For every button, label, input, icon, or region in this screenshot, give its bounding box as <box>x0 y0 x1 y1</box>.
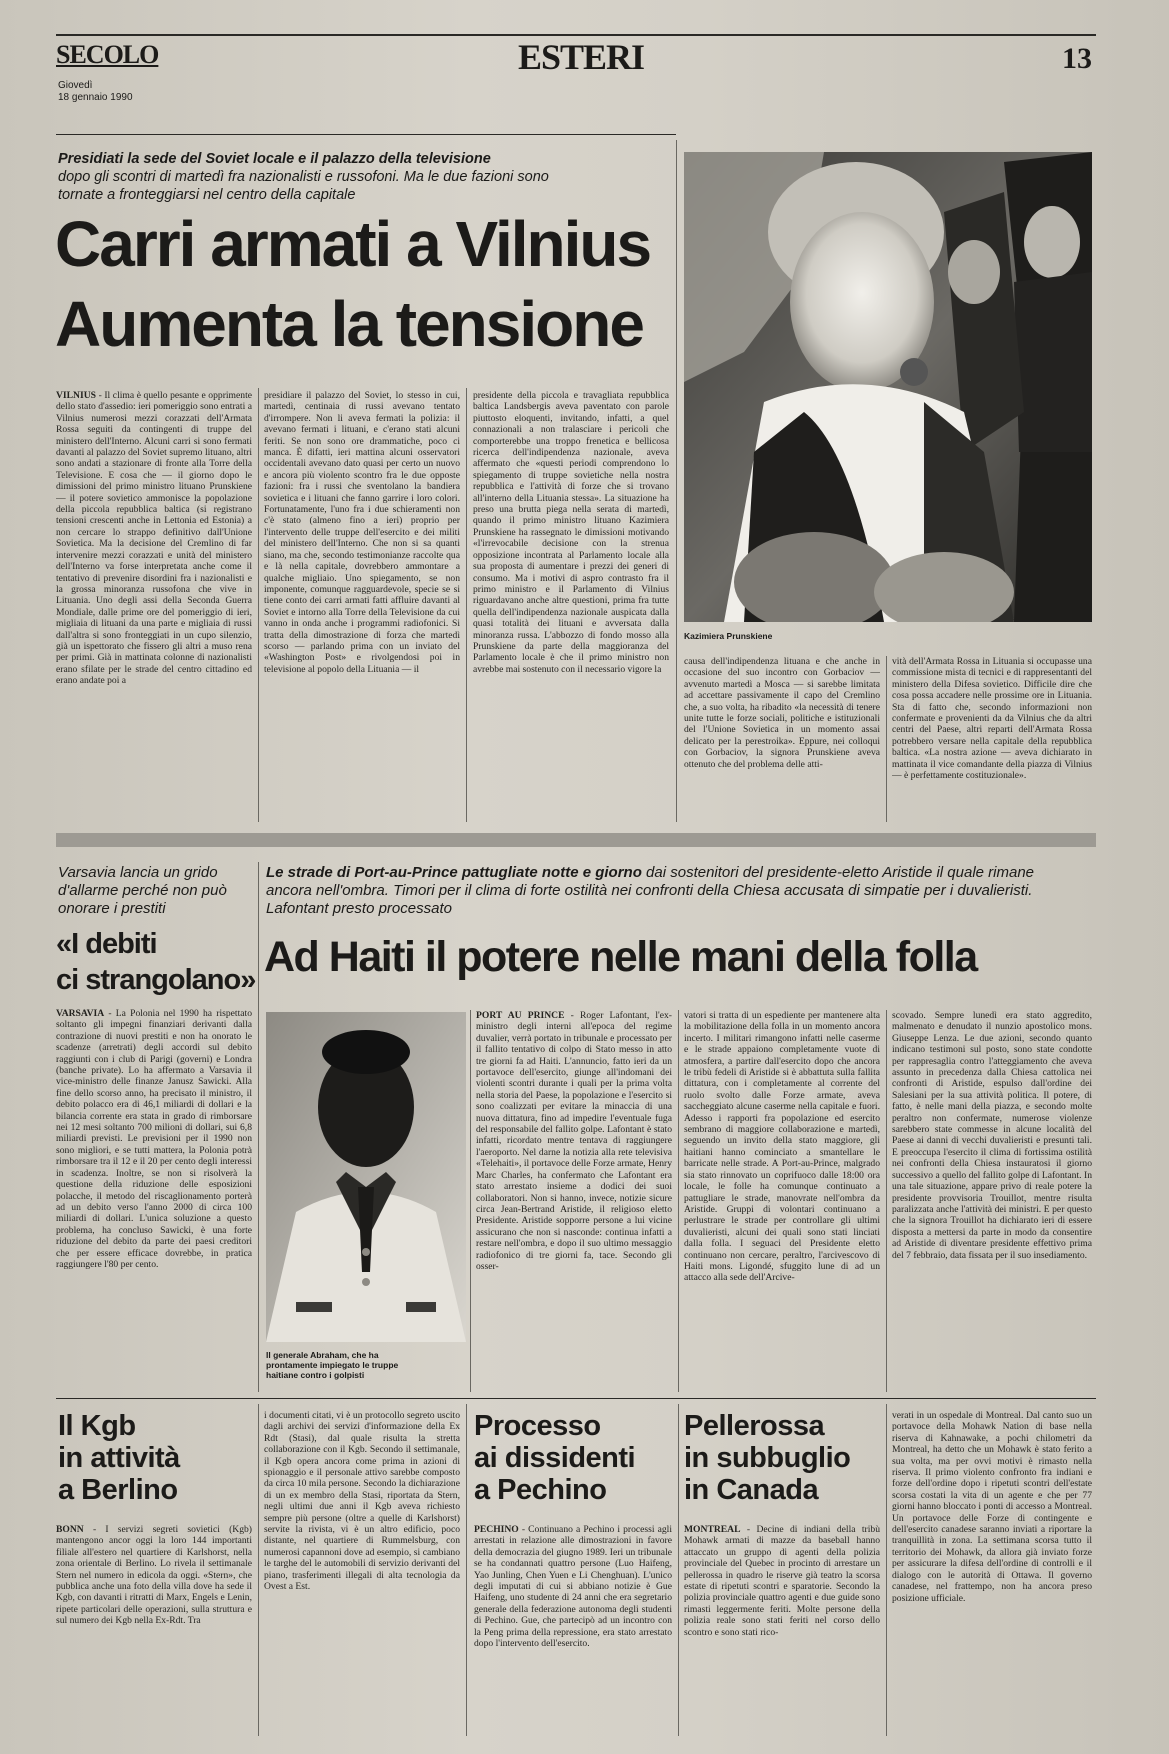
masthead-date-text: 18 gennaio 1990 <box>58 92 133 103</box>
vilnius-column-4: causa dell'indipendenza lituana e che anche in occasione del suo incontro con Gorbaciov — avvenuto martedì a Mosca — si sarebbe limitata ad accettare passivamente il capo del Cremlino che, a suo volta, ha ribadito «la necessità di tenere unite tutte le forze sociali, politiche e istituzionali del l'Unione Sovietica in un momento assai delicato per la perestroika». Eppure, nei colloqui con Gorbaciov, la signora Prunskiene aveva ottenuto che del problema delle atti- <box>684 656 880 770</box>
column-rule <box>258 388 259 822</box>
vilnius-dateline: VILNIUS <box>56 390 96 401</box>
vilnius-column-3: presidente della piccola e travagliata repubblica baltica Landsbergis aveva paventato con parole piuttosto eloquenti, invitando, infatti, a quel connazionali a non tralasciare i pericoli che comporterebbe una troppo frenetica e bellicosa ricerca dell'indipendenza nazionale, aveva affermato che «questi periodi comprendono lo spiegamento di truppe sovietiche nella nostra repubblica e l'attività di forze che si trovano all'interno della Lituania stessa». La situazione ha preso una brutta piega nella serata di martedì, quando il primo ministro lituano Kazimiera Prunskiene ha rassegnato le dimissioni motivando «l'irrevocabile decisione con la strenua opposizione incontrata al Parlamento locale alla sua proposta di aumentare i prezzi dei generi di consumo. Ma i motivi di aspro contrasto fra il primo ministro e il Parlamento di Vilnius riguardavano anche altre questioni, prima fra tutte quella dell'indipendenza nazionale auspicata dalla quasi totalità dei lituani e avversata dalla minoranza russa. L'abbozzo di fondo mosso alla Prunskiene da parte della maggioranza del Parlamento locale è che il primo ministro non avrebbe mai sostenuto con il necessario vigore la <box>473 390 669 675</box>
vilnius-headline-line1: Carri armati a Vilnius <box>55 208 651 280</box>
canada-text-1: - Decine di indiani della tribù Mohawk armati di mazze da baseball hanno attaccato un gruppo di agenti della polizia provinciale del Quebec in procinto di arrestare un pellerossa in quadro le riserve già teatro la scorsa estate di ripetuti scontri e sparatorie. Secondo la polizia provinciale quattro agenti e due guide sono rimasti leggermente feriti. Molte persone della polizia reale sono stati feriti nel corso dello scontro e sono stati rico- <box>684 1524 880 1638</box>
pechino-text: - Continuano a Pechino i processi agli arrestati in relazione alle dimostrazioni in favore della democrazia del giugno 1989. Ieri un tribunale se ha condannati quattro persone (Luo Haifeng, Yao Junling, Chen Yuen e Li Chenghuan). L'unico degli imputati di cui si abbiano notizie è Gue Haifeng, uno studente di 24 anni che era segretario generale della federazione autonoma degli studenti di Pechino. Gue, che partecipò ad un incontro con la Peng prima della repressione, era stato arrestato dopo l'intervento dell'esercito. <box>474 1524 672 1650</box>
vilnius-kicker-bold: Presidiati la sede del Soviet locale e il palazzo della televisione <box>58 151 491 167</box>
haiti-headline: Ad Haiti il potere nelle mani della folla <box>264 933 977 981</box>
pechino-headline <box>474 1410 674 1506</box>
prunskiene-photo-caption: Kazimiera Prunskiene <box>684 631 773 641</box>
pechino-dateline: PECHINO <box>474 1524 519 1535</box>
abraham-photo <box>266 1012 466 1342</box>
varsavia-headline-line1: «I debiti <box>56 928 157 960</box>
canada-headline <box>684 1410 884 1506</box>
column-rule <box>678 1404 679 1736</box>
column-rule <box>470 1010 471 1392</box>
masthead-date <box>58 80 133 104</box>
prunskiene-photo-image <box>684 152 1092 622</box>
column-rule <box>886 656 887 822</box>
haiti-column-2: vatori si tratta di un espediente per mantenere alta la mobilitazione della folla in un momento ancora incerto. I militari rimangono infatti nelle caserme e le strade appaiono completamente vuote di atmosfera, a partire dall'esercito dopo che ancora le tribù fedeli di Aristide si è abbattuta sulla fallita dittatura, con i completamente al corrente del ruolo svolto dalle Forze armate, aveva saccheggiato alcune caserme nella capitale e fuori. Adesso i rapporti fra popolazione ed esercito sembrano di maggiore collaborazione e martedì, seguendo un invito della stato maggiore, gli haitiani hanno cominciato a smantellare le barricate nelle strade. A Port-au-Prince, malgrado sia stato rinnovato un coprifuoco dalle 18:00 ora locale, le folle ha comunque continuato a pattugliare le strade, manovrate nell'ombra da Aristide. Gruppi di volontari continuano a perlustrare le strade per controllare gli ultimi duvalieristi, alcuni dei quali sono stati linciati dalla folla. I seguaci del Presidente eletto continuano non cercare, peraltro, l'arcivescovo di Haiti mons. Ligondé, sfuggito lune di ad un attacco alla sede dell'Arcive- <box>684 1010 880 1284</box>
abraham-photo-image <box>266 1012 466 1342</box>
canada-headline-line3: in Canada <box>684 1474 819 1506</box>
canada-column-2: verati in un ospedale di Montreal. Dal canto suo un portavoce della Mohawk Nation di base nella riserva di Kahnawake, a pochi chilometri da Montreal, ha detto che un Mohawk è stato ferito a sua volta, ma per ovvi motivi è rimasto nella riserva. Il primo violento confronto fra indiani e forze dell'ordine dopo i ripetuti scontri dell'estate scorsa costati la vita di un agente e che per 77 giorni hanno bloccato i ponti di accesso a Montreal. Un portavoce delle Forze di contingente e dell'esercito canadese saranno inviati a riportare la tranquillità in zona. La settimana scorsa tutto il territorio dei Mohawk, da allora già inviato forze per assicurare la difesa dell'ordine di controlli e il dialogo con le autorità di Ottawa. Il governo canadese, nel frattempo, non ha ancora preso posizione ufficiale. <box>892 1410 1092 1604</box>
kgb-text-1: - I servizi segreti sovietici (Kgb) mantengono ancor oggi la loro 144 importanti filiale all'estero nel quartiere di Karlshorst, nella zona orientale di Berlino. Lo rivela il settimanale Stern nel numero in edicola da oggi. «Stern», che pubblica anche una foto della villa dove ha sede il Kgb, con davanti i ritratti di Marx, Engels e Lenin, ripete particolari delle operazioni, sulla struttura e sul numero dei Kgb nella Ex-Rdt. Tra <box>56 1524 252 1627</box>
section-separator-band <box>56 833 1096 847</box>
column-rule <box>258 1404 259 1736</box>
canada-headline-line1: Pellerossa <box>684 1410 825 1442</box>
vilnius-text-1: - Il clima è quello pesante e opprimente dello stato d'assedio: ieri pomeriggio sono entrati a Vilnius numerosi mezzi corazzati dell'Armata Rossa seguiti da contingenti di truppe del ministero dell'Interno. Alcuni carri si sono fermati davanti al palazzo del Soviet supremo lituano, altri sono andati a stazionare di fronte alla Torre della Televisione. E cosa che — il giorno dopo le dimissioni del primo ministro lituano Prunskiene — il potere sovietico ammonisce la popolazione della piccola repubblica baltica (si registrano tensioni crescenti anche in Lettonia ed Estonia) a non cercare lo strappo definitivo dall'Unione Sovietica. Ma la decisione del Cremlino di far intervenire mezzi corazzati e unità del ministero dell'Interno va forse interpretata anche come il tentativo di prevenire disordini fra i nazionalisti e la grossa minoranza russofona che vive in Lituania. Uno degli assi della Seconda Guerra Mondiale, dalle prime ore del pomeriggio di ieri, migliaia di lituani da una parte e migliaia di russi dall'altra si sono fronteggiati in un cupo silenzio, già un ispettorato che fissero gli altri a muso rena per primi. Già in mattinata colonne di nazionalisti erano sfilate per le strade del centro cittadino ed erano andate poi a <box>56 390 252 687</box>
column-rule <box>886 1010 887 1392</box>
haiti-kicker-bold: Le strade di Port-au-Prince pattugliate notte e giorno <box>266 864 642 881</box>
column-rule <box>258 862 259 1392</box>
bottom-section-rule <box>56 1398 1096 1399</box>
pechino-column-1 <box>474 1524 672 1736</box>
page-number: 13 <box>1062 42 1092 75</box>
haiti-text-1: - Roger Lafontant, l'ex-ministro degli interni all'epoca del regime duvalier, verrà portato in tribunale e processato per il fallito tentativo di colpo di Stato messo in atto tre giorni fa ad Haiti. L'annuncio, fatto ieri da un portavoce dell'esercito, giunge all'indomani dei violenti scontri durante i quali per la prima volta nella storia del Paese, la popolazione e l'esercito si sono coalizzati per evitare la minaccia di una nuova dittatura, fino ad impedire l'eventuale fuga del responsabile del fallito golpe. Lafontant è stato infatti, ricordato mentre tentava di raggiungere l'aeroporto. Nel darne la notizia alla rete televisiva «Telehaiti», il portavoce delle Forze armate, Henry Marc Charles, ha confermato che Lafontant era stato arrestato insieme a dodici dei suoi collaboratori. Non si hanno, invece, notizie sicure circa Jean-Bertrand Aristide, il religioso eletto Presidente. Aristide sopporre persone a lui vicine assicurano che non si nasconde: continua infatti a restare nell'ombra, e dopo il suo ultimo messaggio radiofonico di tre giorni fa, tace. Secondo gli osser- <box>476 1010 672 1272</box>
vilnius-column-1 <box>56 390 252 822</box>
column-rule <box>466 388 467 822</box>
column-rule <box>676 140 677 822</box>
vilnius-kicker <box>58 150 558 204</box>
vilnius-kicker-rest: dopo gli scontri di martedì fra nazionalisti e russofoni. Ma le due fazioni sono tornate a fronteggiarsi nel centro della capitale <box>58 169 549 203</box>
kgb-column-2: i documenti citati, vi è un protocollo segreto uscito dagli archivi dei servizi d'informazione della Ex Rdt (Stasi), dal quale risulta la stretta collaborazione con il Kgb. Secondo il settimanale, il Kgb opera ancora come prima in azioni di spionaggio e il personale attivo sarebbe composto da circa 10 mila persone. Secondo la dichiarazione di un ex membro della Stasi, riportata da Stern, negli ultimi due anni il Kgb aveva richiesto sempre più persone (oltre a quelle di Karlshorst) servite la rivista, vi è un altro edificio, poco distante, nel quartiere di Rummelsburg, con numerosi capannoni dove ad esempio, si cambiano le targhe del le automobili di servizio derivanti del piano, trasferimenti illegali di alta tecnologia da Ovest a Est. <box>264 1410 460 1593</box>
vilnius-column-5: vità dell'Armata Rossa in Lituania si occupasse una commissione mista di tecnici e di rappresentanti del ministero della Difesa sovietico. Difficile dire che cosa possa accadere nelle prossime ore in Lituania. Sta di fatto che, secondo informazioni non confermate e provenienti da da Vilnius che da altri centri del Paese, altri reparti dell'Armata Rossa potrebbero versare nella capitale della repubblica baltica. «La nostra azione — aveva dichiarato in mattinata il vice comandante della piazza di Vilnius — è perfettamente costituzionale». <box>892 656 1092 782</box>
haiti-column-3: scovado. Sempre lunedì era stato aggredito, malmenato e denudato il nunzio apostolico mons. Giuseppe Lenza. Le due azioni, secondo quanto indicano testimoni sul posto, sono state condotte per rappresaglia contro l'atteggiamento che aveva assunto in precedenza dalla Chiesa cattolica nei confronti di Aristide, espulso dall'ordine dei Salesiani per la sua attività politica. Il potere, di fatto, è nelle mani della piazza, e secondo molte peraltro non confermate, numerose violenze sarebbero state commesse in alcune località del Paese ai danni di vecchi duvalieristi e presunti tali. E preoccupa l'esercito il clima di fortissima ostilità nei confronti della Chiesa instauratosi il giorno successivo a quello del fallito golpe di Lafontant. In una tale situazione, appare privo di reale potere la presidente provvisoria Trouillot, mentre risulta paralizzata anche l'attività dei ministri. E per questo che la signora Trouillot ha dichiarato ieri di essere disposta a mettersi da parte in modo da consentire ad Aristide di diventare presidente effettivo prima del 7 febbraio, data fissata per il suo insediamento. <box>892 1010 1092 1261</box>
kgb-headline-line1: Il Kgb <box>58 1410 136 1442</box>
vilnius-headline-line2: Aumenta la tensione <box>55 288 643 360</box>
kgb-headline-line3: a Berlino <box>58 1474 178 1506</box>
vilnius-top-rule <box>56 134 676 135</box>
canada-headline-line2: in subbuglio <box>684 1442 851 1474</box>
varsavia-text: - La Polonia nel 1990 ha rispettato soltanto gli impegni finanziari derivanti dalla contrazione di nuovi prestiti e non ha onorato le scadenze (arretrati) degli accordi sul debito raggiunti con i club di Parigi (governi) e Londra (banche private). Lo ha affermato a Varsavia il vice-ministro delle finanze Janusz Sawicki. Alla fine dello scorso anno, ha precisato il ministro, il debito polacco era di 46,1 miliardi di dollari e la bilancia corrente era stata in grado di rimborsare nei 12 mesi soltanto 700 milioni di dollari, sui 6,8 miliardi previsti. Le previsioni per il 1990 non sono migliori, e se tutti mattera, la Polonia potrà rimborsare tra il 12 e il 20 per cento degli interessi in scadenza. Inoltre, se non si risolverà la questione della riduzione delle esposizioni polacche, il metodo del riscaglionamento porterà ad un debito verso l'anno 2000 di circa 100 miliardi di dollari. L'unica soluzione a questo problema, ha concluso Sawicki, è una forte riduzione del debito da parte dei paesi creditori che per essere efficace dovrebbe, in pratica raggiungere l'80 per cento. <box>56 1008 252 1270</box>
varsavia-column-1 <box>56 1008 252 1388</box>
section-title: ESTERI <box>518 37 645 77</box>
haiti-kicker-rest: dai sostenitori del presidente-eletto Aristide il quale rimane ancora nell'ombra. Timori per il clima di forte ostilità nei confronti della Chiesa accusata di simpatie per i duvalieristi. Lafontant presto processato <box>266 864 1035 917</box>
newspaper-logo: SECOLO <box>56 40 159 69</box>
column-rule <box>678 1010 679 1392</box>
canada-column-1 <box>684 1524 880 1736</box>
varsavia-dateline: VARSAVIA <box>56 1008 105 1019</box>
pechino-headline-line2: ai dissidenti <box>474 1442 636 1474</box>
abraham-photo-caption: Il generale Abraham, che ha prontamente impiegato le truppe haitiane contro i golpisti <box>266 1350 399 1380</box>
canada-dateline: MONTREAL <box>684 1524 741 1535</box>
varsavia-kicker: Varsavia lancia un grido d'allarme perché non può onorare i prestiti <box>58 864 227 917</box>
column-rule <box>886 1404 887 1736</box>
kgb-headline <box>58 1410 248 1506</box>
haiti-kicker <box>266 864 1076 918</box>
varsavia-headline-line2: ci strangolano» <box>56 964 256 996</box>
haiti-column-1 <box>476 1010 672 1392</box>
pechino-headline-line1: Processo <box>474 1410 601 1442</box>
masthead-weekday: Giovedì <box>58 80 93 91</box>
haiti-dateline: PORT AU PRINCE <box>476 1010 565 1021</box>
vilnius-column-2: presidiare il palazzo del Soviet, lo stesso in cui, martedì, centinaia di russi avevano tentato d'irrompere. Non li aveva fermati la polizia: il avevano fermati i lituani, e c'erano stati alcuni feriti. Se non sono ore drammatiche, poco ci manca. È difatti, ieri mattina alcuni osservatori occidentali avevano dato quasi per certo un nuovo e ancora più violento scontro fra le due opposte fazioni: fra i russi che sventolano la bandiera sovietica e i lituani che fanno garrire i loro colori. Fortunatamente, l'uno fra i due schieramenti non c'è stato (almeno fino a ieri) proprio per l'intervento delle truppe dell'esercito e dei militi del ministero dell'Interno. Che non si sa quanti siano, ma che, secondo testimonianze raccolte qua e là nella capitale, dovrebbero ammontare a qualche migliaio. Uno spiegamento, se non imponente, comunque ragguardevole, specie se si tiene conto dei carri armati fatti affluire davanti al Soviet e intorno alla Torre della Televisione da cui vanno in onda anche i programmi radiofonici. Si tratta della dimostrazione di forza che martedì scorso — parlando prima con un inviato del «Washington Post» e rivolgendosi poi in televisione al popolo della Lituania — il <box>264 390 460 675</box>
prunskiene-photo <box>684 152 1092 622</box>
kgb-column-1 <box>56 1524 252 1736</box>
kgb-dateline: BONN <box>56 1524 84 1535</box>
column-rule <box>466 1404 467 1736</box>
pechino-headline-line3: a Pechino <box>474 1474 607 1506</box>
kgb-headline-line2: in attività <box>58 1442 180 1474</box>
